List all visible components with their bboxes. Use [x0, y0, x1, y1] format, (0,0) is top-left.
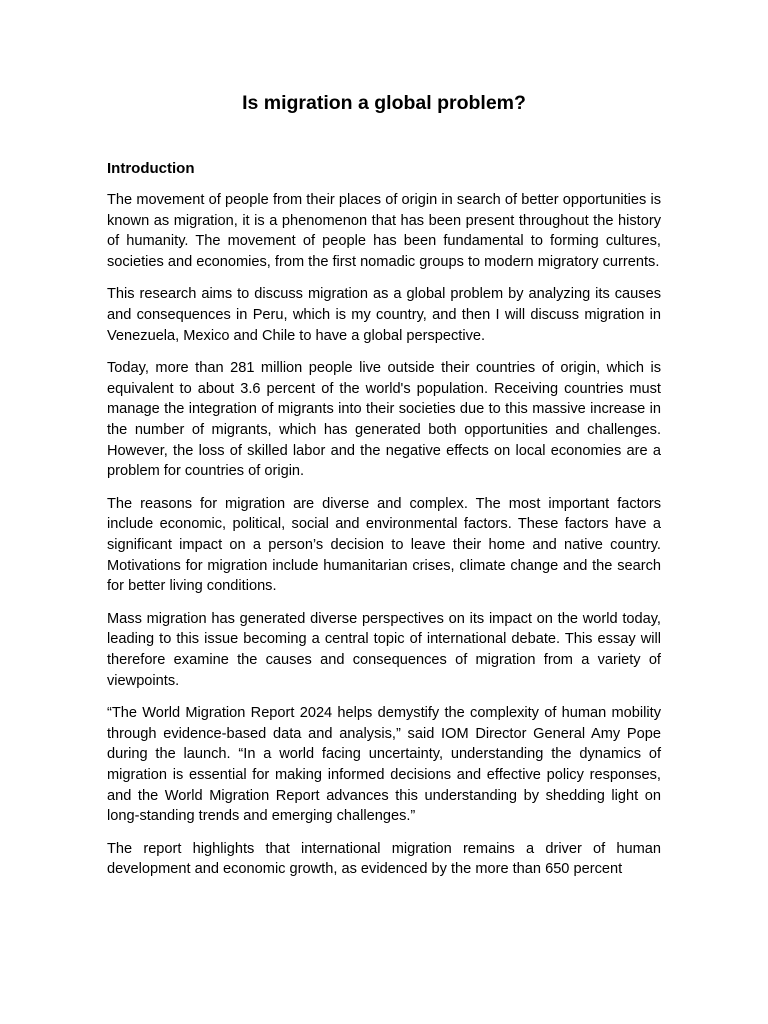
paragraph-6-quote: “The World Migration Report 2024 helps demystify the complexity of human mobility through evidence-based data and analysis,” said IOM Director General Amy Pope during the launch. “In a world facing uncertainty, understanding the dynamics of migration is essential for making informed decisions and effective policy responses, and the World Migration Report advances this understanding by shedding light on long-standing trends and emerging challenges.” — [107, 704, 661, 825]
section-heading-introduction: Introduction — [107, 160, 195, 177]
document-title: Is migration a global problem? — [242, 92, 526, 114]
paragraph-5: Mass migration has generated diverse perspectives on its impact on the world today, leading to this issue becoming a central topic of international debate. This essay will therefore examine the causes and consequences of migration from a variety of viewpoints. — [107, 610, 661, 689]
paragraph-7: The report highlights that international migration remains a driver of human development and economic growth, as evidenced by the more than 650 percent — [107, 840, 661, 878]
document-body — [107, 158, 661, 892]
paragraph-2: This research aims to discuss migration as a global problem by analyzing its causes and consequences in Peru, which is my country, and then I will discuss migration in Venezuela, Mexico and Chile to have a global perspective. — [107, 286, 661, 344]
paragraph-3: Today, more than 281 million people live outside their countries of origin, which is equivalent to about 3.6 percent of the world's population. Receiving countries must manage the integration of migrants into their societies due to this massive increase in the number of migrants, which has generated both opportunities and challenges. However, the loss of skilled labor and the negative effects on local economies are a problem for countries of origin. — [107, 359, 661, 480]
paragraph-4: The reasons for migration are diverse and complex. The most important factors include economic, political, social and environmental factors. These factors have a significant impact on a person’s decision to leave their home and native country. Motivations for migration include humanitarian crises, climate change and the search for better living conditions. — [107, 495, 661, 595]
paragraph-1: The movement of people from their places of origin in search of better opportunities is known as migration, it is a phenomenon that has been present throughout the history of humanity. The movement of people has been fundamental to forming cultures, societies and economies, from the first nomadic groups to modern migratory currents. — [107, 192, 661, 271]
